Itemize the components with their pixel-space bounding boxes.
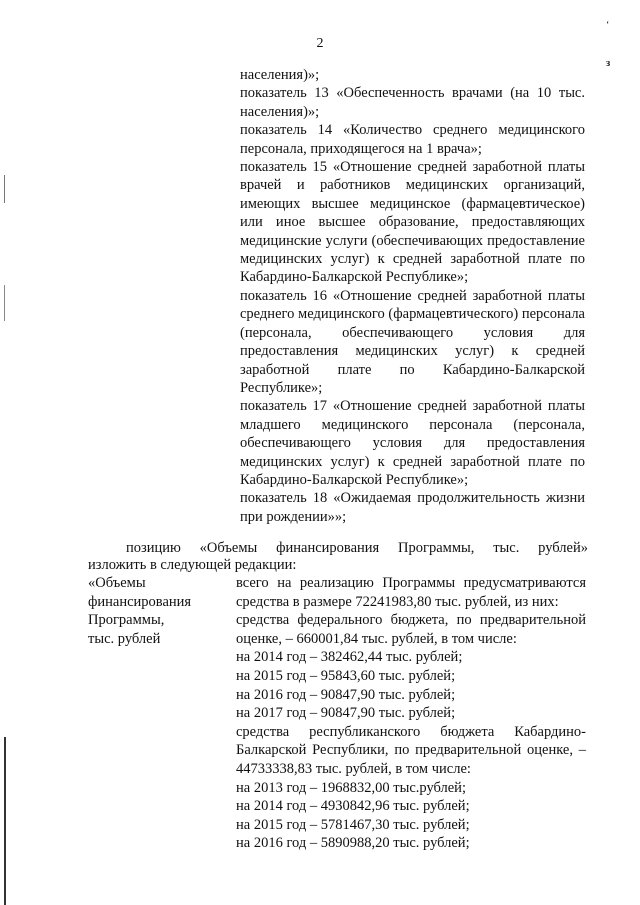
indicator-line: показатель 17 «Отношение средней заработной платы младшего медицинского персонала (персонала, обеспечивающего условия для предоставления медицинских услуг) к средней заработной плате по Кабардино-Балкарской Республике»; bbox=[240, 398, 585, 488]
label-line: тыс. рублей bbox=[88, 630, 161, 647]
financing-line: на 2014 год – 4930842,96 тыс. рублей; bbox=[236, 798, 470, 815]
margin-mark: ɜ bbox=[606, 58, 611, 69]
financing-line: на 2015 год – 95843,60 тыс. рублей; bbox=[236, 667, 456, 684]
financing-line: на 2016 год – 90847,90 тыс. рублей; bbox=[236, 686, 456, 703]
financing-details bbox=[236, 574, 586, 853]
instruction-line: изложить в следующей редакции: bbox=[88, 557, 297, 573]
financing-label bbox=[88, 574, 228, 648]
financing-line: средства федерального бюджета, по предварительной оценке, – 660001,84 тыс. рублей, в том числе: bbox=[236, 612, 586, 647]
financing-line: всего на реализацию Программы предусматриваются средства в размере 72241983,80 тыс. рублей, из них: bbox=[236, 575, 586, 610]
amendment-instruction bbox=[88, 540, 588, 574]
financing-line: на 2013 год – 1968832,00 тыс.рублей; bbox=[236, 779, 466, 796]
page-number: 2 bbox=[316, 36, 324, 51]
indicator-line: показатель 16 «Отношение средней заработной платы среднего медицинского (фармацевтического) персонала (персонала, обеспечивающего условия для предоставления медицинских услуг) к средней заработной плате по Кабардино-Балкарской Республике»; bbox=[240, 287, 585, 396]
financing-line: на 2014 год – 382462,44 тыс. рублей; bbox=[236, 649, 463, 666]
indicator-line: показатель 18 «Ожидаемая продолжительность жизни при рождении»»; bbox=[240, 490, 585, 525]
scan-artifact-line bbox=[4, 737, 6, 905]
scan-artifact-line bbox=[4, 175, 5, 203]
indicator-line: населения)»; bbox=[240, 67, 320, 83]
instruction-line: позицию «Объемы финансирования Программы, тыс. рублей» bbox=[126, 540, 588, 556]
label-line: «Объемы bbox=[88, 575, 146, 591]
scan-artifact-line bbox=[4, 285, 5, 321]
indicator-line: показатель 15 «Отношение средней заработной платы врачей и работников медицинских организаций, имеющих высшее медицинское (фармацевтическое) или иное высшее образование, предоставляющих медицинские услуги (обеспечивающих предоставление медицинских услуг) к средней заработной плате по Кабардино-Балкарской Республике»; bbox=[240, 159, 585, 286]
margin-mark: ʻ bbox=[606, 20, 610, 31]
indicator-list bbox=[240, 66, 585, 526]
indicator-line: показатель 14 «Количество среднего медицинского персонала, приходящегося на 1 врача»; bbox=[240, 122, 585, 157]
label-line: финансирования bbox=[88, 593, 192, 610]
financing-line: на 2015 год – 5781467,30 тыс. рублей; bbox=[236, 816, 470, 833]
indicator-line: показатель 13 «Обеспеченность врачами (на 10 тыс. населения)»; bbox=[240, 85, 585, 120]
label-line: Программы, bbox=[88, 612, 165, 629]
financing-line: на 2017 год – 90847,90 тыс. рублей; bbox=[236, 705, 456, 722]
financing-line: средства республиканского бюджета Кабардино-Балкарской Республики, по предварительной оценке, – 44733338,83 тыс. рублей, в том числе: bbox=[236, 723, 586, 777]
financing-line: на 2016 год – 5890988,20 тыс. рублей; bbox=[236, 835, 470, 852]
